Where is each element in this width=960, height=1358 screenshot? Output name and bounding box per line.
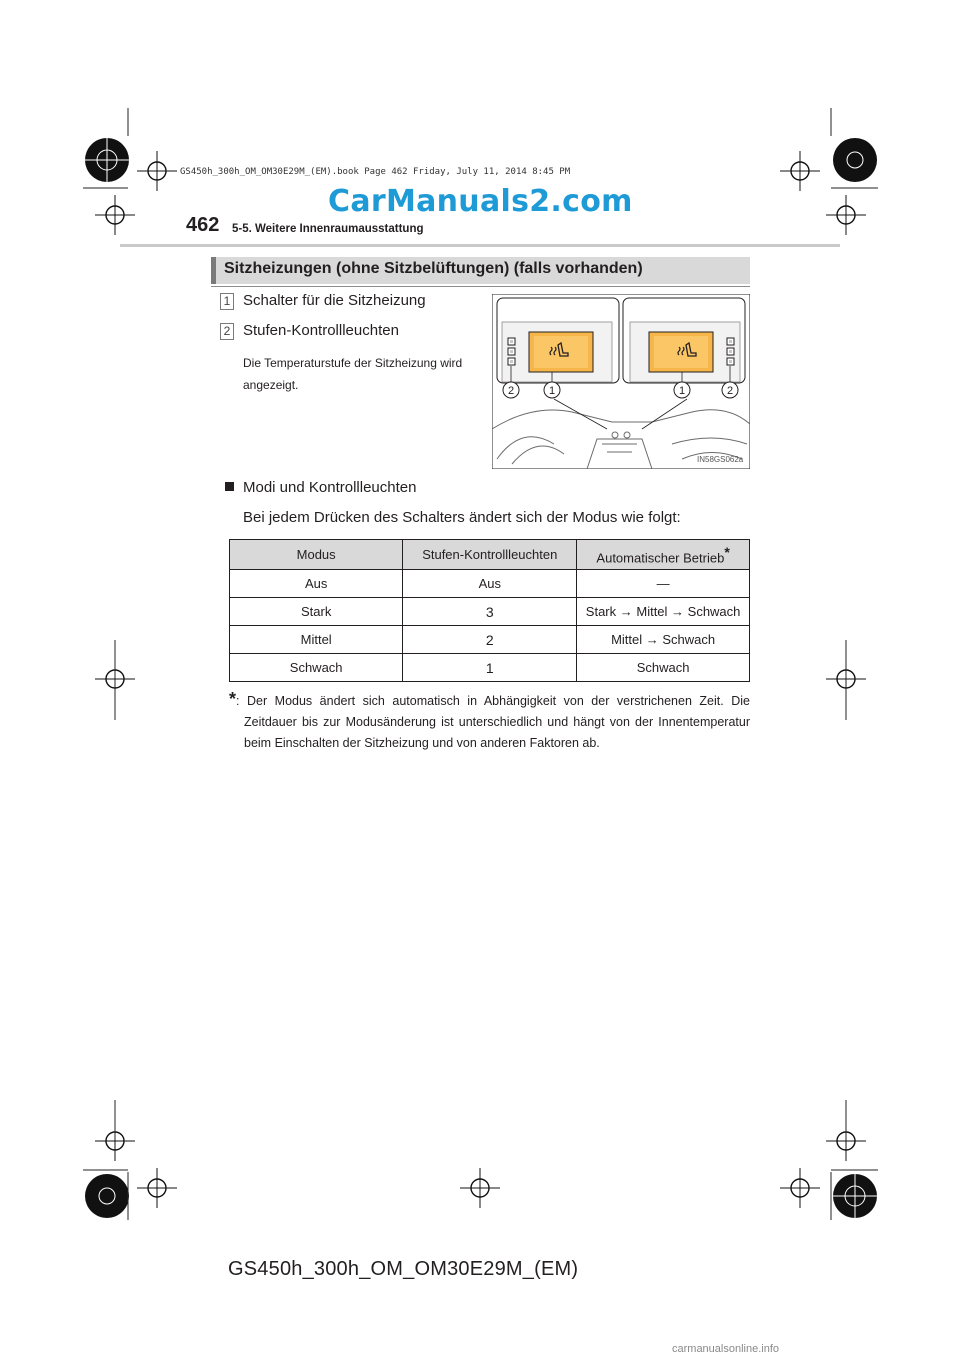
- seat-heater-icon: [676, 341, 698, 361]
- cell-indicator: 2: [403, 626, 577, 654]
- table-row: [230, 626, 750, 654]
- column-header-indicators: Stufen-Kontrollleuchten: [403, 540, 577, 570]
- column-header-mode: Modus: [230, 540, 403, 570]
- cell-indicator: 1: [403, 654, 577, 682]
- modes-subheading-text: Modi und Kontrollleuchten: [243, 479, 417, 496]
- cell-auto: Schwach: [577, 654, 750, 682]
- cell-mode: Schwach: [230, 654, 403, 682]
- item-number-badge: 2: [220, 323, 234, 340]
- callout-number: 1: [548, 385, 556, 397]
- mode-table: [229, 539, 750, 682]
- table-row: [230, 570, 750, 598]
- item-description: Die Temperaturstufe der Sitzheizung wird angezeigt.: [243, 356, 463, 392]
- page-number: 462: [186, 214, 220, 236]
- footnote: [229, 689, 750, 754]
- item-number-badge: 1: [220, 293, 234, 310]
- footnote-asterisk: *: [724, 543, 730, 560]
- heading-rule: [211, 286, 750, 287]
- item-label-switch: Schalter für die Sitzheizung: [243, 292, 426, 309]
- footer-model-code: GS450h_300h_OM_OM30E29M_(EM): [228, 1258, 579, 1280]
- cell-indicator: Aus: [403, 570, 577, 598]
- callout-number: 2: [726, 385, 734, 397]
- illustration-code: IN58GS062a: [697, 455, 744, 464]
- footnote-marker: *: [229, 689, 237, 709]
- square-bullet-icon: [225, 482, 234, 491]
- table-row: [230, 654, 750, 682]
- watermark: CarManuals2.com: [328, 184, 633, 219]
- callout-number: 1: [678, 385, 686, 397]
- section-heading: Sitzheizungen (ohne Sitzbelüftungen) (falls vorhanden): [224, 260, 643, 277]
- section-title: 5-5. Weitere Innenraumausstattung: [232, 223, 424, 235]
- modes-subheading: [225, 479, 416, 496]
- cell-auto: Stark → Mittel → Schwach: [577, 598, 750, 626]
- seat-heater-icon: [548, 341, 570, 361]
- book-file-info: GS450h_300h_OM_OM30E29M_(EM).book Page 462 Friday, July 11, 2014 8:45 PM: [180, 167, 571, 177]
- footer-source: carmanualsonline.info: [672, 1343, 780, 1355]
- cell-auto: Mittel → Schwach: [577, 626, 750, 654]
- cell-mode: Stark: [230, 598, 403, 626]
- item-label-indicators: Stufen-Kontrollleuchten: [243, 322, 399, 339]
- modes-intro: Bei jedem Drücken des Schalters ändert sich der Modus wie folgt:: [243, 509, 681, 526]
- cell-indicator: 3: [403, 598, 577, 626]
- header-rule: [120, 244, 840, 247]
- cell-auto: —: [577, 570, 750, 598]
- footnote-text: : Der Modus ändert sich automatisch in Abhängigkeit von der verstrichenen Zeit. Die Zeitdauer bis zur Modusänderung ist unterschiedlich und hängt von der Innentemperatur beim Einschalten der Sitzheizung und von anderen Faktoren ab.: [236, 694, 750, 750]
- table-header-row: [230, 540, 750, 570]
- cell-mode: Mittel: [230, 626, 403, 654]
- column-header-auto-text: Automatischer Betrieb: [596, 550, 725, 566]
- column-header-auto: [577, 540, 750, 570]
- callout-number: 2: [507, 385, 515, 397]
- table-row: [230, 598, 750, 626]
- seat-heater-illustration: [492, 294, 750, 469]
- cell-mode: Aus: [230, 570, 403, 598]
